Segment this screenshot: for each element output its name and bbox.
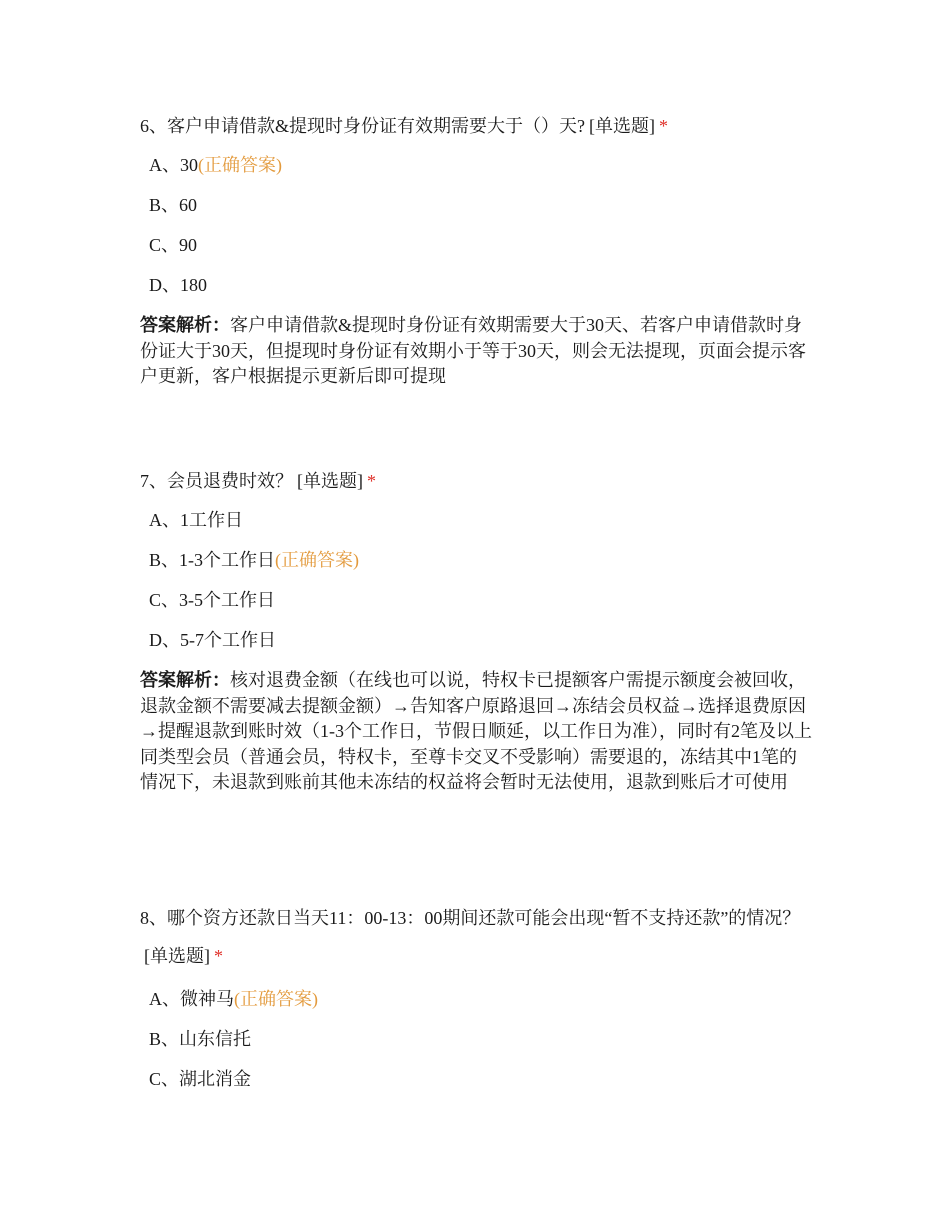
option-prefix: B、 xyxy=(149,1029,180,1049)
option-a[interactable] xyxy=(149,508,812,532)
option-b[interactable] xyxy=(149,548,812,572)
option-prefix: B、 xyxy=(149,550,180,570)
correct-answer-tag: (正确答案) xyxy=(198,155,282,175)
required-mark: * xyxy=(367,471,376,491)
option-text: 3-5个工作日 xyxy=(179,590,276,610)
option-list xyxy=(140,153,812,297)
question-title xyxy=(140,466,812,496)
option-prefix: C、 xyxy=(149,1069,180,1089)
question-7 xyxy=(140,466,812,796)
correct-answer-tag: (正确答案) xyxy=(234,989,318,1009)
option-text: 微神马 xyxy=(180,989,234,1009)
option-prefix: C、 xyxy=(149,235,180,255)
option-prefix: A、 xyxy=(149,989,180,1009)
option-prefix: C、 xyxy=(149,590,180,610)
option-text: 5-7个工作日 xyxy=(180,630,276,650)
analysis-label: 答案解析： xyxy=(140,315,230,335)
option-text: 180 xyxy=(180,275,207,295)
option-c[interactable] xyxy=(149,233,812,257)
analysis-text: 核对退费金额（在线也可以说，特权卡已提额客户需提示额度会被回收，退款金额不需要减去提额金额）→告知客户原路退回→冻结会员权益→选择退费原因→提醒退款到账时效（1-3个工作日，节假日顺延，以工作日为准），同时有2笔及以上同类型会员（普通会员，特权卡，至尊卡交叉不受影响）需要退的，冻结其中1笔的情况下，未退款到账前其他未冻结的权益将会暂时无法使用，退款到账后才可使用 xyxy=(140,670,812,792)
question-text: 8、哪个资方还款日当天11：00-13：00期间还款可能会出现“暂不支持还款”的情况？ xyxy=(140,908,801,928)
question-title xyxy=(140,111,812,141)
option-text: 30 xyxy=(180,155,198,175)
option-d[interactable] xyxy=(149,273,812,297)
option-prefix: B、 xyxy=(149,195,180,215)
question-type: [单选题] xyxy=(297,471,363,491)
question-6 xyxy=(140,111,812,390)
option-b[interactable] xyxy=(149,1027,812,1051)
option-text: 山东信托 xyxy=(179,1029,252,1049)
question-type: [单选题] xyxy=(144,946,210,966)
option-c[interactable] xyxy=(149,1067,812,1091)
answer-analysis xyxy=(140,313,812,390)
option-list xyxy=(140,987,812,1091)
option-c[interactable] xyxy=(149,588,812,612)
option-b[interactable] xyxy=(149,193,812,217)
option-text: 湖北消金 xyxy=(179,1069,252,1089)
required-mark: * xyxy=(214,946,223,966)
question-title xyxy=(140,899,812,975)
correct-answer-tag: (正确答案) xyxy=(275,550,360,570)
option-a[interactable] xyxy=(149,987,812,1011)
option-prefix: D、 xyxy=(149,275,180,295)
option-text: 1-3个工作日 xyxy=(179,550,276,570)
question-text: 7、会员退费时效？ xyxy=(140,471,293,491)
option-prefix: A、 xyxy=(149,510,180,530)
option-prefix: D、 xyxy=(149,630,180,650)
option-text: 90 xyxy=(179,235,198,255)
required-mark: * xyxy=(659,116,668,136)
option-list xyxy=(140,508,812,652)
question-type: [单选题] xyxy=(589,116,655,136)
answer-analysis xyxy=(140,668,812,796)
analysis-label: 答案解析： xyxy=(140,670,230,690)
option-prefix: A、 xyxy=(149,155,180,175)
question-text: 6、客户申请借款&提现时身份证有效期需要大于（）天? xyxy=(140,116,585,136)
option-text: 1工作日 xyxy=(180,510,243,530)
option-d[interactable] xyxy=(149,628,812,652)
question-8 xyxy=(140,899,812,1107)
option-text: 60 xyxy=(179,195,198,215)
analysis-text: 客户申请借款&提现时身份证有效期需要大于30天、若客户申请借款时身份证大于30天，但提现时身份证有效期小于等于30天，则会无法提现，页面会提示客户更新，客户根据提示更新后即可提现 xyxy=(140,315,806,386)
option-a[interactable] xyxy=(149,153,812,177)
